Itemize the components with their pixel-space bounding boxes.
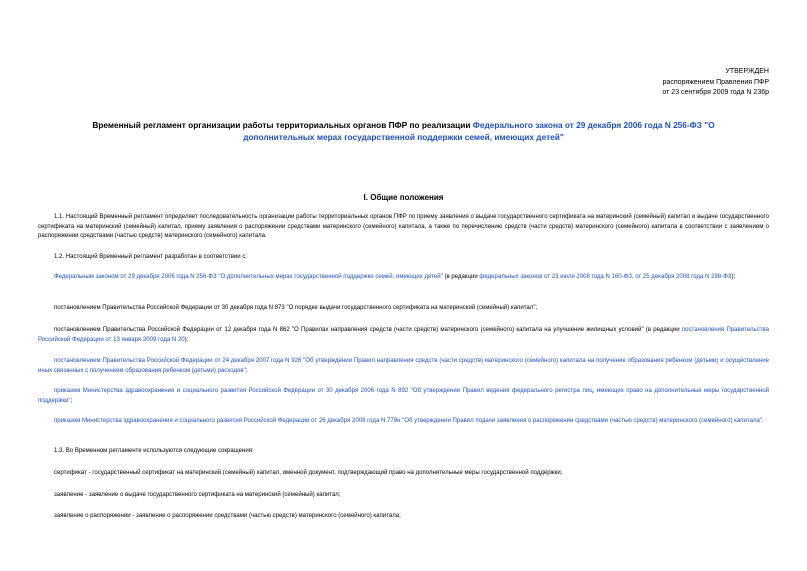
approval-line-2: распоряжением Правления ПФР	[662, 78, 769, 86]
order-892-end: ;	[70, 397, 73, 404]
document-title	[60, 119, 747, 143]
paragraph-resolution-926	[38, 357, 769, 376]
title-law-link[interactable]: Федерального закона от 29 декабря 2006 года N 256-ФЗ "О дополнительных мерах государственной поддержки семей, имеющих детей"	[243, 120, 715, 142]
definition-certificate: сертификат - государственный сертификат на материнский (семейный) капитал, именной документ, подтверждающий право на дополнительные меры государственной поддержки;	[54, 470, 563, 476]
approval-line-3: от 23 сентября 2009 года N 236р	[662, 89, 769, 96]
order-779n-end: .	[762, 418, 764, 424]
resolution-20-link[interactable]: постановления Правительства Российской Федерации от 13 января 2009 года N 20	[38, 327, 769, 343]
federal-laws-amend-link[interactable]: федеральных законов от 23 июля 2008 года N 160-ФЗ, от 25 декабря 2008 года N 288-ФЗ	[479, 274, 732, 280]
approval-stamp	[662, 67, 769, 99]
paragraph-resolution-862	[38, 326, 769, 345]
paragraph-resolution-873: постановлением Правительства Российской Федерации от 30 декабря года N 873 "О порядке выдачи государственного сертификата на материнский (семейный) капитал";	[54, 305, 538, 311]
order-892-link[interactable]: приказом Министерства здравоохранения и социального развития Российской Федерации от 30 декабря 2006 года N 892 "Об утверждении Правил ведения федерального регистра лиц, имеющих право на дополнительные меры государственной поддержки"	[38, 388, 769, 404]
paragraph-1-2: 1.2. Настоящий Временный регламент разработан в соответствии с:	[54, 254, 248, 260]
title-text: Временный регламент организации работы территориальных органов ПФР по реализации	[92, 120, 473, 130]
resolution-926-link[interactable]: постановлением Правительства Российской Федерации от 24 декабря 2007 года N 926 "Об утверждении Правил направления средств (части средств) материнского (семейного) капитала на получение образования ребенком (детьми) и осуществление иных связанных с получением образования ребенком (детьми) расходов"	[38, 358, 769, 374]
paragraph-order-892	[38, 387, 769, 406]
resolution-926-end: ;	[245, 367, 248, 374]
paragraph-order-779n	[38, 417, 769, 427]
order-779n-link[interactable]: приказом Министерства здравоохранения и социального развития Российской Федерации от 26 декабря 2008 года N 779н "Об утверждении Правил подачи заявления о распоряжении средствами (частью средств) материнского (семейного) капитала"	[54, 418, 763, 424]
section-heading: I. Общие положения	[363, 193, 444, 202]
federal-law-end: );	[731, 274, 736, 280]
federal-law-text: (в редакции	[442, 274, 480, 280]
federal-law-link[interactable]: Федеральным законом от 29 декабря 2006 года N 256-ФЗ "О дополнительных мерах государственной поддержки семей, имеющих детей"	[54, 274, 443, 280]
definition-application: заявление - заявление о выдаче государственного сертификата на материнский (семейный) капитал;	[54, 492, 341, 498]
approval-line-1: УТВЕРЖДЕН	[725, 68, 769, 75]
paragraph-1-3: 1.3. Во Временном регламенте используются следующие сокращения:	[54, 448, 254, 454]
paragraph-federal-law	[38, 273, 769, 283]
paragraph-1-1: 1.1. Настоящий Временный регламент определяет последовательность организации работы территориальных органов ПФР по приему заявления о выдаче государственного сертификата на материнский (семейный) капитал и выдаче государственного сертификата на материнский (семейный) капитал, приему заявления о распоряжении средствами материнского (семейного) капитала, а также по перечислению средств (части средств) материнского (семейного) капитала в соответствии с заявлением о распоряжении средствами (частью средств) материнского (семейного) капитала.	[38, 214, 769, 240]
definition-disposal-application: заявление о распоряжении - заявление о распоряжении средствами (частью средств) материнского (семейного) капитала;	[54, 513, 401, 519]
resolution-862-end: );	[184, 336, 189, 343]
resolution-862-text: постановлением Правительства Российской Федерации от 12 декабря года N 862 "О Правилах направления средств (части средств) материнского (семейного) капитала на улучшение жилищных условий" (в редакции	[54, 327, 682, 333]
